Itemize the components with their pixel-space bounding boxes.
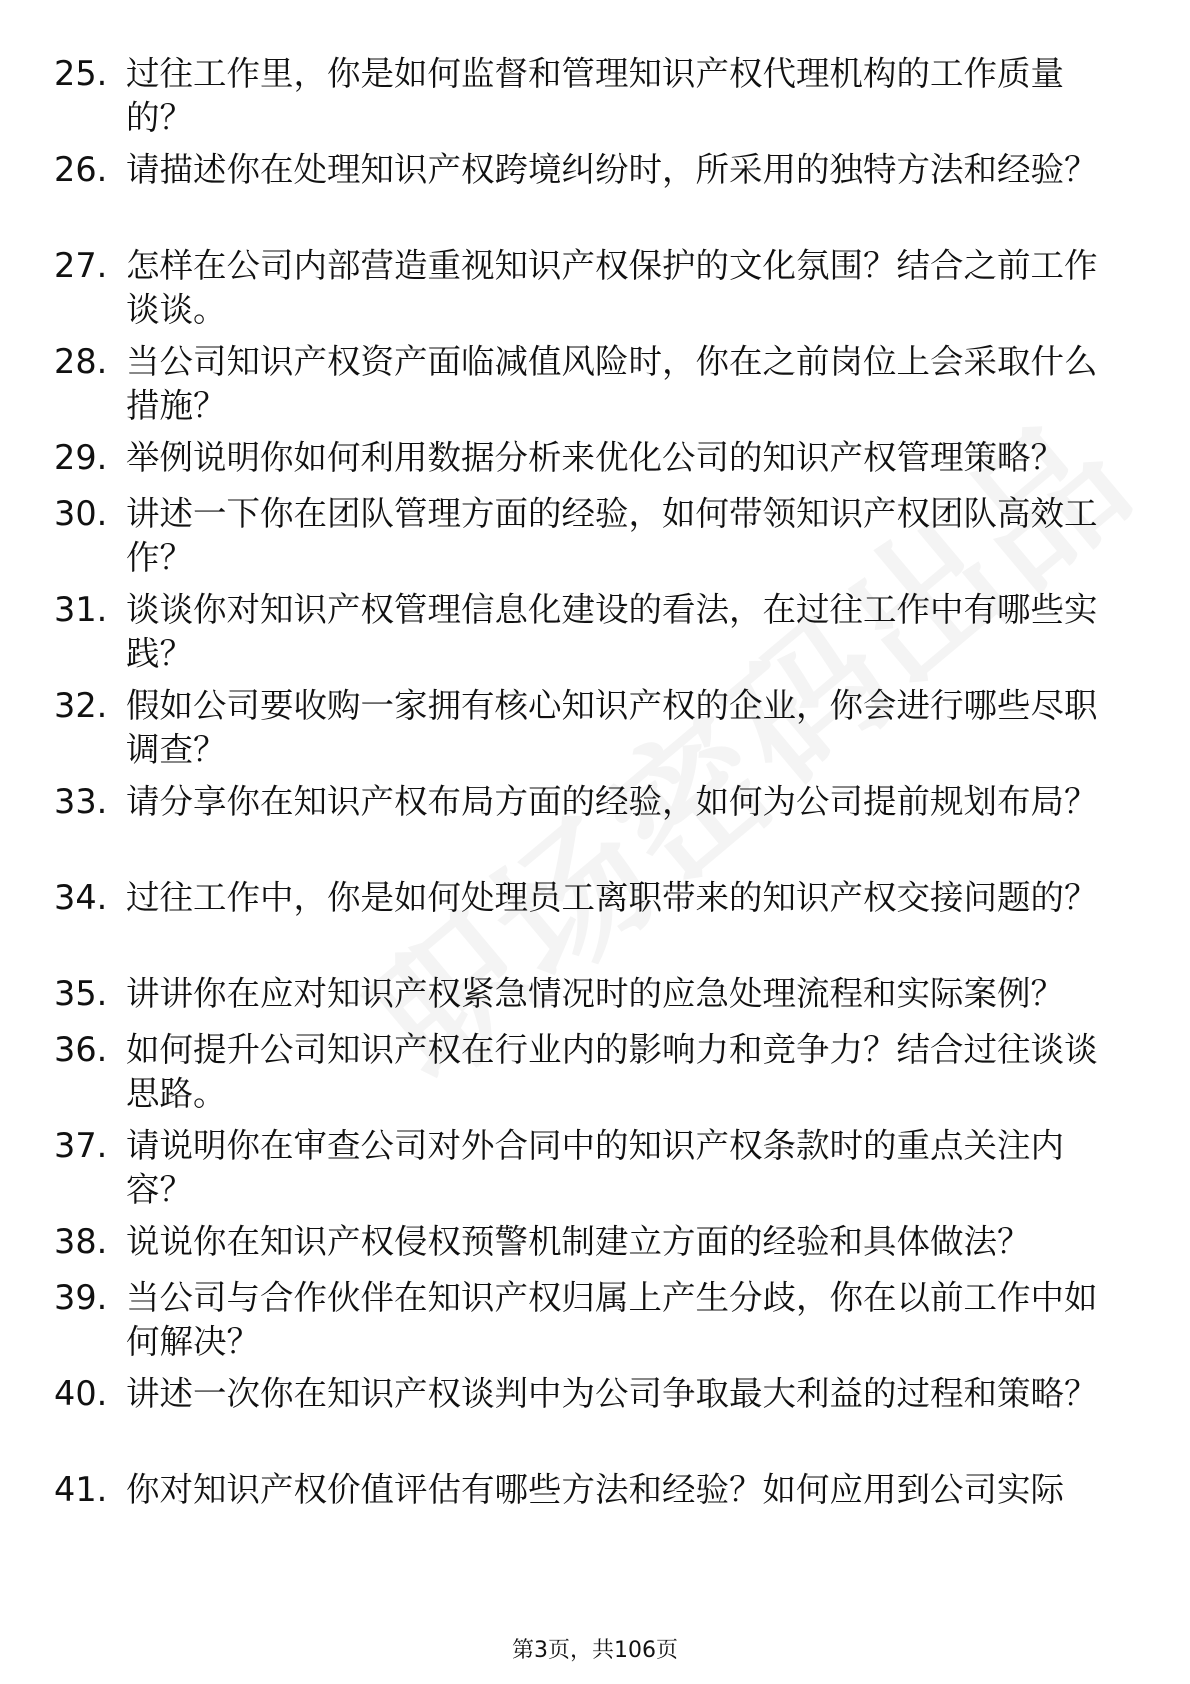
question-text: 谈谈你对知识产权管理信息化建设的看法，在过往工作中有哪些实践？ [126,590,1098,673]
question-number: 41. [54,1470,108,1509]
question-text: 怎样在公司内部营造重视知识产权保护的文化氛围？结合之前工作谈谈。 [126,246,1098,329]
question-text: 讲讲你在应对知识产权紧急情况时的应急处理流程和实际案例？ [126,974,1064,1013]
list-item [54,492,1134,580]
question-number: 26. [54,150,108,189]
question-text: 请描述你在处理知识产权跨境纠纷时，所采用的独特方法和经验？ [126,150,1098,189]
list-item [54,340,1134,428]
question-text: 讲述一下你在团队管理方面的经验，如何带领知识产权团队高效工作？ [126,494,1098,577]
question-text: 假如公司要收购一家拥有核心知识产权的企业，你会进行哪些尽职调查？ [126,686,1098,769]
question-number: 31. [54,590,108,629]
question-text: 举例说明你如何利用数据分析来优化公司的知识产权管理策略？ [126,438,1064,477]
question-text: 请说明你在审查公司对外合同中的知识产权条款时的重点关注内容？ [126,1126,1064,1209]
question-number: 40. [54,1374,108,1413]
list-item [54,1372,1134,1416]
list-item [54,244,1134,332]
question-number: 32. [54,686,108,725]
question-text: 过往工作里，你是如何监督和管理知识产权代理机构的工作质量的？ [126,54,1064,137]
question-number: 27. [54,246,108,285]
question-text: 说说你在知识产权侵权预警机制建立方面的经验和具体做法？ [126,1222,1031,1261]
list-item [54,684,1134,772]
question-number: 39. [54,1278,108,1317]
question-text: 讲述一次你在知识产权谈判中为公司争取最大利益的过程和策略？ [126,1374,1098,1413]
page-footer: 第3页，共106页 [512,1638,678,1663]
list-item [54,1220,1134,1264]
list-item [54,148,1134,192]
list-item [54,52,1134,140]
question-number: 28. [54,342,108,381]
question-number: 33. [54,782,108,821]
question-text: 你对知识产权价值评估有哪些方法和经验？如何应用到公司实际 [126,1470,1064,1509]
question-text: 过往工作中，你是如何处理员工离职带来的知识产权交接问题的？ [126,878,1098,917]
question-number: 29. [54,438,108,477]
question-number: 37. [54,1126,108,1165]
question-number: 34. [54,878,108,917]
list-item [54,780,1134,824]
list-item [54,588,1134,676]
list-item [54,436,1134,480]
question-number: 35. [54,974,108,1013]
list-item [54,1124,1134,1212]
question-text: 请分享你在知识产权布局方面的经验，如何为公司提前规划布局？ [126,782,1098,821]
list-item [54,876,1134,920]
list-item [54,1276,1134,1364]
question-number: 36. [54,1030,108,1069]
question-text: 当公司知识产权资产面临减值风险时，你在之前岗位上会采取什么措施？ [126,342,1098,425]
question-number: 38. [54,1222,108,1261]
question-text: 当公司与合作伙伴在知识产权归属上产生分歧，你在以前工作中如何解决？ [126,1278,1098,1361]
question-text: 如何提升公司知识产权在行业内的影响力和竞争力？结合过往谈谈思路。 [126,1030,1098,1113]
question-number: 30. [54,494,108,533]
list-item [54,1468,1134,1512]
list-item [54,1028,1134,1116]
list-item [54,972,1134,1016]
question-number: 25. [54,54,108,93]
